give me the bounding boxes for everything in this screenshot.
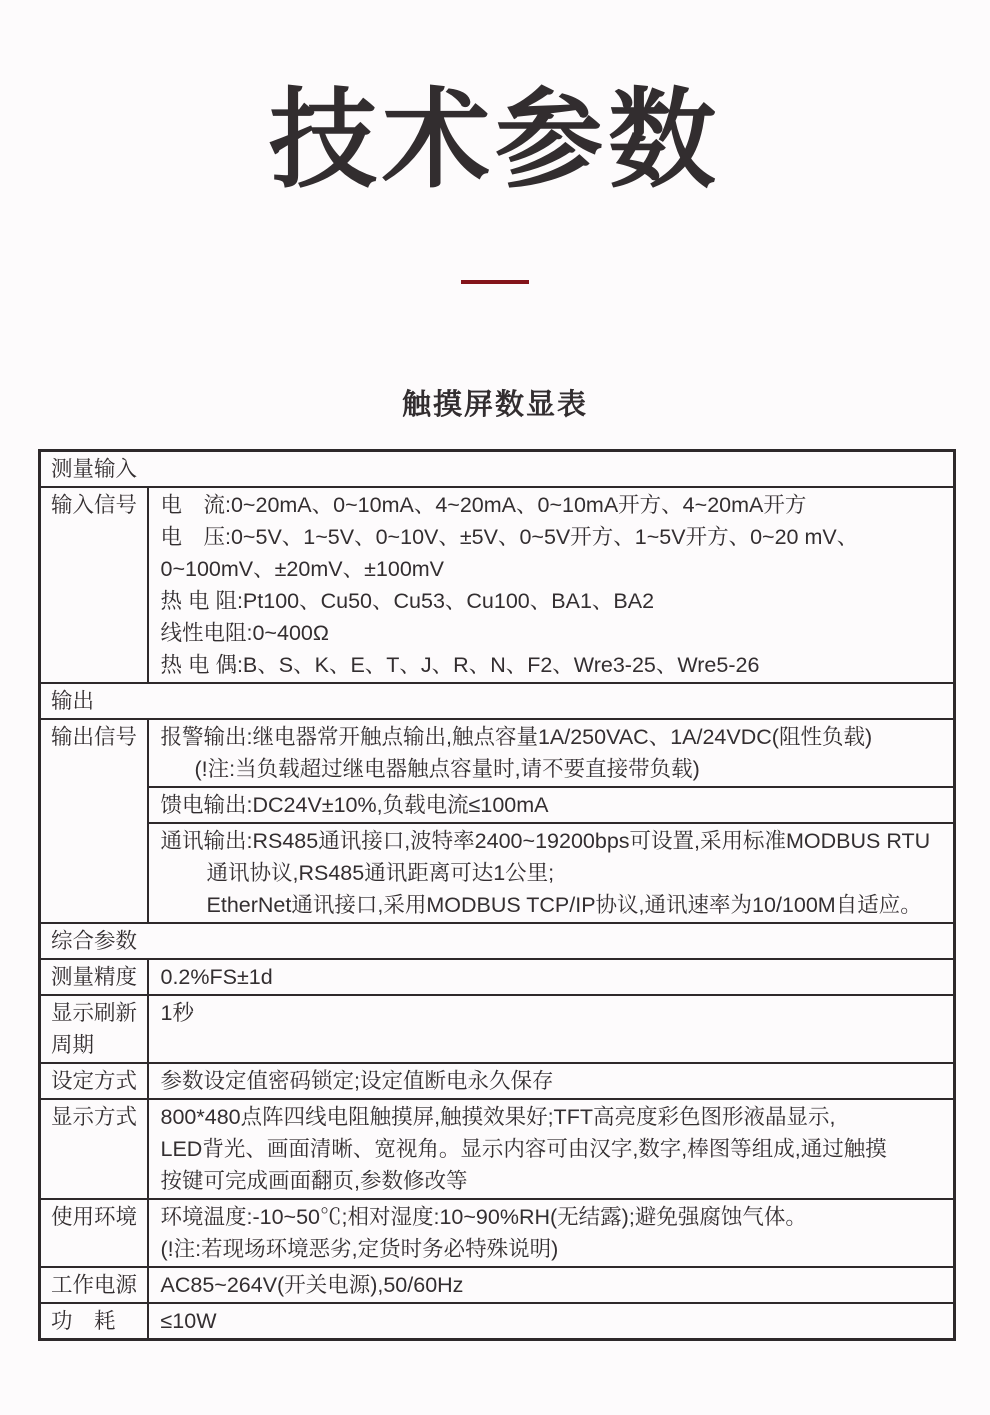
row-refresh-cycle	[40, 995, 955, 1063]
spec-line-current: 电 流:0~20mA、0~10mA、4~20mA、0~10mA开方、4~20mA开方	[160, 493, 807, 518]
row-label-accuracy: 测量精度	[40, 959, 148, 995]
row-label-power-consumption: 功 耗	[40, 1303, 148, 1340]
spec-line-alarm-note: (!注:当负载超过继电器触点容量时,请不要直接带负载)	[194, 757, 700, 782]
spec-line-comm-protocol: 通讯协议,RS485通讯距离可达1公里;	[206, 861, 555, 886]
page-title: 技术参数	[268, 79, 721, 200]
section-row-output	[40, 683, 955, 719]
spec-line-display-3: 按键可完成画面翻页,参数修改等	[160, 1169, 468, 1194]
table-subtitle: 触摸屏数显表	[401, 389, 588, 422]
row-output-signal-feed	[40, 787, 955, 823]
row-value-comm-output	[148, 823, 955, 923]
row-label-power-supply: 工作电源	[40, 1267, 148, 1303]
spec-line-feed-output: 馈电输出:DC24V±10%,负载电流≤100mA	[160, 793, 549, 818]
spec-line-power-consumption: ≤10W	[160, 1309, 217, 1334]
spec-line-alarm-output: 报警输出:继电器常开触点输出,触点容量1A/250VAC、1A/24VDC(阻性负载)	[160, 725, 873, 750]
row-value-setting-mode	[148, 1063, 955, 1099]
row-value-alarm-output	[148, 719, 955, 787]
row-label-output-signal: 输出信号	[40, 719, 148, 923]
row-display-mode	[40, 1099, 955, 1199]
row-label-refresh-line2: 周期	[51, 1033, 95, 1058]
row-setting-mode	[40, 1063, 955, 1099]
spec-line-display-1: 800*480点阵四线电阻触摸屏,触摸效果好;TFT高亮度彩色图形液晶显示,	[160, 1105, 836, 1130]
spec-table	[38, 449, 956, 1341]
row-output-signal-alarm	[40, 719, 955, 787]
row-output-signal-comm	[40, 823, 955, 923]
row-value-refresh-cycle	[148, 995, 955, 1063]
row-value-input-signal	[148, 487, 955, 683]
row-label-display-mode: 显示方式	[40, 1099, 148, 1199]
section-row-measure-input	[40, 451, 955, 488]
row-power-consumption	[40, 1303, 955, 1340]
spec-line-thermocouple: 热 电 偶:B、S、K、E、T、J、R、N、F2、Wre3-25、Wre5-26	[160, 653, 760, 678]
section-header-output: 输出	[40, 683, 955, 719]
row-value-accuracy	[148, 959, 955, 995]
spec-line-environment-2: (!注:若现场环境恶劣,定货时务必特殊说明)	[160, 1237, 559, 1262]
spec-line-rtd: 热 电 阻:Pt100、Cu50、Cu53、Cu100、BA1、BA2	[160, 589, 655, 614]
row-environment	[40, 1199, 955, 1267]
row-value-power-consumption	[148, 1303, 955, 1340]
row-value-feed-output	[148, 787, 955, 823]
section-header-measure-input: 测量输入	[40, 451, 955, 488]
section-row-general	[40, 923, 955, 959]
spec-line-environment-1: 环境温度:-10~50℃;相对湿度:10~90%RH(无结露);避免强腐蚀气体。	[160, 1205, 807, 1230]
section-header-general: 综合参数	[40, 923, 955, 959]
row-value-power-supply	[148, 1267, 955, 1303]
spec-line-setting-mode: 参数设定值密码锁定;设定值断电永久保存	[160, 1069, 554, 1094]
row-input-signal	[40, 487, 955, 683]
spec-line-accuracy: 0.2%FS±1d	[160, 965, 273, 990]
title-divider-line	[461, 280, 529, 284]
spec-line-linear-resistance: 线性电阻:0~400Ω	[160, 621, 329, 646]
row-power-supply	[40, 1267, 955, 1303]
row-accuracy	[40, 959, 955, 995]
spec-line-ethernet: EtherNet通讯接口,采用MODBUS TCP/IP协议,通讯速率为10/100M自适应。	[206, 893, 922, 918]
spec-line-voltage-cont: 0~100mV、±20mV、±100mV	[160, 557, 445, 582]
spec-line-voltage: 电 压:0~5V、1~5V、0~10V、±5V、0~5V开方、1~5V开方、0~20 mV、	[160, 525, 859, 550]
row-label-refresh-line1: 显示刷新	[51, 1001, 138, 1026]
row-label-input-signal: 输入信号	[40, 487, 148, 683]
spec-line-power-supply: AC85~264V(开关电源),50/60Hz	[160, 1273, 464, 1298]
row-label-setting-mode: 设定方式	[40, 1063, 148, 1099]
spec-line-comm-output: 通讯输出:RS485通讯接口,波特率2400~19200bps可设置,采用标准MODBUS RTU	[160, 829, 931, 854]
row-label-refresh-cycle	[40, 995, 148, 1063]
row-value-environment	[148, 1199, 955, 1267]
row-value-display-mode	[148, 1099, 955, 1199]
spec-line-display-2: LED背光、画面清晰、宽视角。显示内容可由汉字,数字,棒图等组成,通过触摸	[160, 1137, 887, 1162]
spec-line-refresh-cycle: 1秒	[160, 1001, 194, 1026]
row-label-environment: 使用环境	[40, 1199, 148, 1267]
